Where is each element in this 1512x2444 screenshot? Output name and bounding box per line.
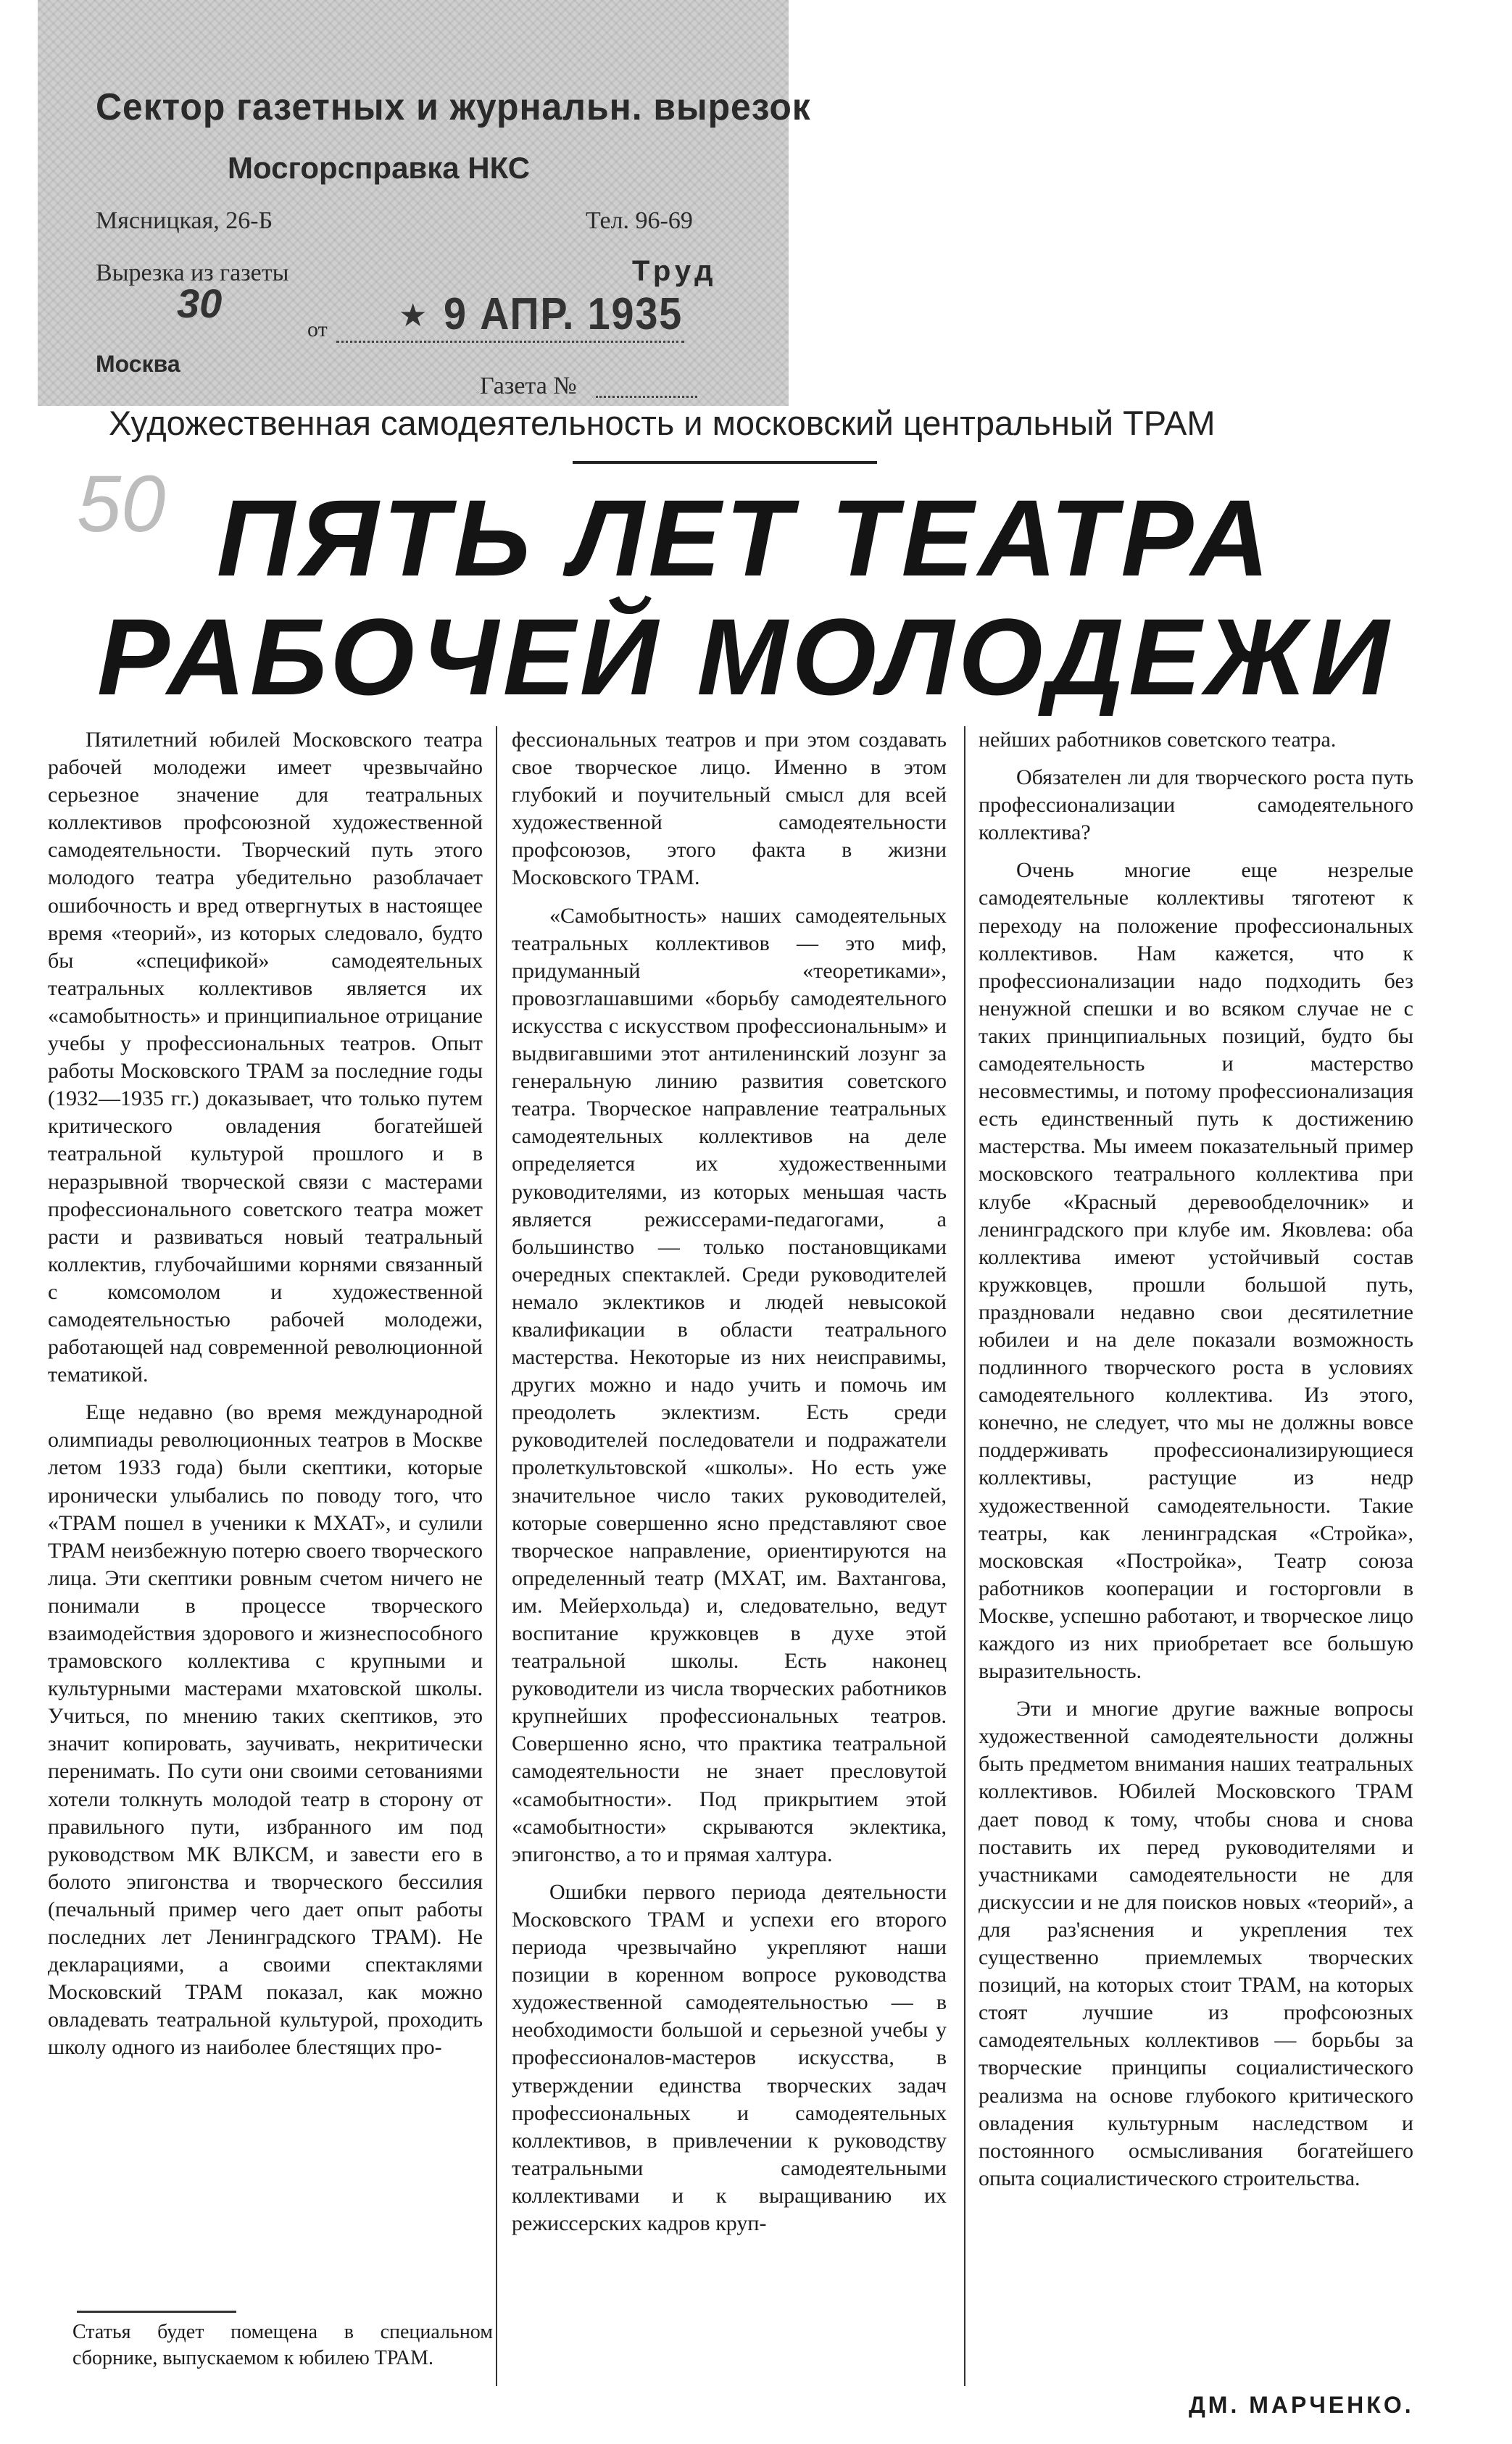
article-column-2 (512, 726, 947, 2386)
column-divider-2 (964, 726, 965, 2386)
footnote: Статья будет помещена в специальном сборнике, выпускаемом к юбилею ТРАМ. (72, 2321, 493, 2369)
stamp-agency-name: Мосгорсправка НКС (228, 151, 531, 185)
stamp-sector-title: Сектор газетных и журнальн. вырезок (96, 86, 811, 128)
stamp-gazeta-line (596, 396, 697, 398)
column-divider-1 (496, 726, 497, 2386)
stamp-address: Мясницкая, 26-Б (96, 207, 273, 234)
stamp-label-gazeta: Газета № (480, 373, 577, 399)
paragraph: «Самобытность» наших самодеятельных театральных коллективов — это миф, придуманный «теоретиками», провозглашавшими «борьбу самодеятельного искусства с искусством профессиональным» и выдвигавшими этот антиленинский лозунг за генеральную линию развития советского театра. Творческое направление театральных самодеятельных коллективов на деле определяется их художественными руководителями, из которых меньшая часть является режиссерами-педагогами, а большинство — только постановщиками очередных спектаклей. Среди руководителей немало эклектиков и людей невысокой квалификации в области театрального мастерства. Некоторые из них неисправимы, других можно и надо учить и помочь им преодолеть эклектизм. Есть среди руководителей последователи и подражатели пролеткультовской «школы». Но есть уже значительное число таких руководителей, которые совершенно ясно представляют свое творческое направление, ориентируются на определенный театр (МХАТ, им. Вахтангова, им. Мейерхольда) и, следовательно, ведут воспитание кружковцев в духе этой театральной школы. Есть наконец руководители из числа творческих работников крупнейших профессиональных театров. Совершенно ясно, что практика театральной самодеятельности не знает пресловутой «самобытности». Под прикрытием этой «самобытности» скрываются эклектика, эпигонство, а то и прямая халтура. (512, 903, 947, 1866)
paragraph: Очень многие еще незрелые самодеятельные коллективы тяготеют к переходу на положение профессиональных коллективов. Нам кажется, что к профессионализации надо подходить без ненужной спешки и во всяком случае не с таких принципиальных позиций, будто бы самодеятельность и мастерство несовместимы, и потому профессионализация есть единственный путь к достижению мастерства. Мы имеем показательный пример московского театрального коллектива при клубе «Красный деревообделочник» и ленинградского при клубе им. Яковлева: оба коллектива имеют устойчивый состав кружковцев, прошли большой путь, праздновали недавно свои десятилетние юбилеи и на деле показали возможность подлинного творческого роста в условиях самодеятельного коллектива. Из этого, конечно, не следует, что мы не должны вовсе поддерживать профессионализирующиеся коллективы, растущие из недр художественной самодеятельности. Такие театры, как ленинградская «Стройка», московская «Постройка», Театр союза работников кооперации и госторговли в Москве, успешно работают, и творческое лицо каждого из них приобретает все большую выразительность. (979, 858, 1413, 1684)
stamp-date-line (336, 341, 684, 343)
paragraph: Ошибки первого периода деятельности Московского ТРАМ и успехи его второго периода чрезвычайно укрепляют наши позиции в коренном вопросе руководства художественной самодеятельностью — в необходимости большой и серьезной учебы у профессионалов-мастеров искусства, в утверждении единства творческих задач профессиональных и самодеятельных коллективов, в привлечении к руководству театральными самодеятельными коллективами и к выращиванию их режиссерских кадров круп- (512, 1879, 947, 2235)
paragraph: фессиональных театров и при этом создавать свое творческое лицо. Именно в этом глубокий и поучительный смысл для всей художественной самодеятельности профсоюзов, этого факта в жизни Московского ТРАМ. (512, 728, 947, 890)
pencil-note: 50 (77, 460, 166, 549)
clipping-stamp (38, 0, 811, 406)
article-column-3 (979, 726, 1413, 2386)
rubric-divider (573, 461, 877, 464)
stamp-newspaper-name: Труд (632, 255, 718, 287)
article-column-1 (48, 726, 483, 2386)
headline-line-2: РАБОЧЕЙ МОЛОДЕЖИ (96, 596, 1394, 718)
stamp-phone: Тел. 96-69 (586, 207, 693, 234)
article-rubric: Художественная самодеятельность и московский центральный ТРАМ (109, 404, 1216, 442)
paragraph: Еще недавно (во время международной олимпиады революционных театров в Москве летом 1933 года) были скептики, которые иронически улыбались по поводу того, что «ТРАМ пошел в ученики к МХАТ», и сулили ТРАМ неизбежную потерю своего творческого лица. Эти скептики ровным счетом ничего не понимали в процессе творческого взаимодействия здорового и жизнеспособного трамовского коллектива с крупными и культурными мастерами мхатовской школы. Учиться, по мнению таких скептиков, это значит копировать, заучивать, некритически перенимать. По сути они своими сетованиями хотели толкнуть молодой театр в сторону от правильного пути, избранного им под руководством МК ВЛКСМ, и завести его в болото эпигонства и творческого бессилия (печальный пример чего дает опыт работы последних лет Ленинградского ТРАМ). Не декларациями, а своими спектаклями Московский ТРАМ показал, как можно овладевать театральной культурой, проходить школу одного из наиболее блестящих про- (48, 1400, 483, 2060)
stamp-label-from: от (307, 317, 328, 341)
paragraph: Обязателен ли для творческого роста путь профессионализации самодеятельного коллектива? (979, 765, 1413, 845)
stamp-issue-number: 30 (177, 280, 223, 326)
paragraph: нейших работников советского театра. (979, 728, 1337, 752)
author-signature: ДМ. МАРЧЕНКО. (1189, 2392, 1414, 2418)
paragraph: Эти и многие другие важные вопросы художественной самодеятельности должны быть предметом внимания наших театральных коллективов. Юбилей Московского ТРАМ дает повод к тому, чтобы снова и снова поставить их перед руководителями и участниками самодеятельности не для дискуссии и не для поисков новых «теорий», а для раз'яснения и укрепления тех существенно приемлемых творческих позиций, на которых стоит ТРАМ, на которых стоят лучшие из профсоюзных самодеятельных коллективов — борьбы за творческие принципы социалистического реализма на основе глубокого критического овладения культурным наследством и постоянного осмысливания богатейшего опыта социалистического строительства. (979, 1697, 1413, 2190)
stamp-label-cut: Вырезка из газеты (96, 259, 289, 286)
stamp-date: 9 АПР. 1935 (444, 289, 684, 339)
footnote-divider (77, 2311, 236, 2313)
headline-line-1: ПЯТЬ ЛЕТ ТЕАТРА (216, 477, 1274, 599)
paragraph: Пятилетний юбилей Московского театра рабочей молодежи имеет чрезвычайно серьезное значение для театральных коллективов профсоюзной художественной самодеятельности. Творческий путь этого молодого театра убедительно разоблачает ошибочность и вред отвергнутых в настоящее время «теорий», из которых следовало, будто бы «спецификой» самодеятельных театральных коллективов является их «самобытность» и принципиальное отрицание учебы у профессиональных театров. Опыт работы Московского ТРАМ за последние годы (1932—1935 гг.) доказывает, что только путем критического овладения богатейшей театральной культурой прошлого и в неразрывной творческой связи с мастерами профессионального советского театра может расти и развиваться новый театральный коллектив, глубочайшими корнями связанный с комсомолом и художественной самодеятельностью рабочей молодежи, работающей над современной революционной тематикой. (48, 728, 483, 1387)
stamp-city: Москва (96, 351, 180, 377)
star-icon: ★ (399, 298, 428, 333)
